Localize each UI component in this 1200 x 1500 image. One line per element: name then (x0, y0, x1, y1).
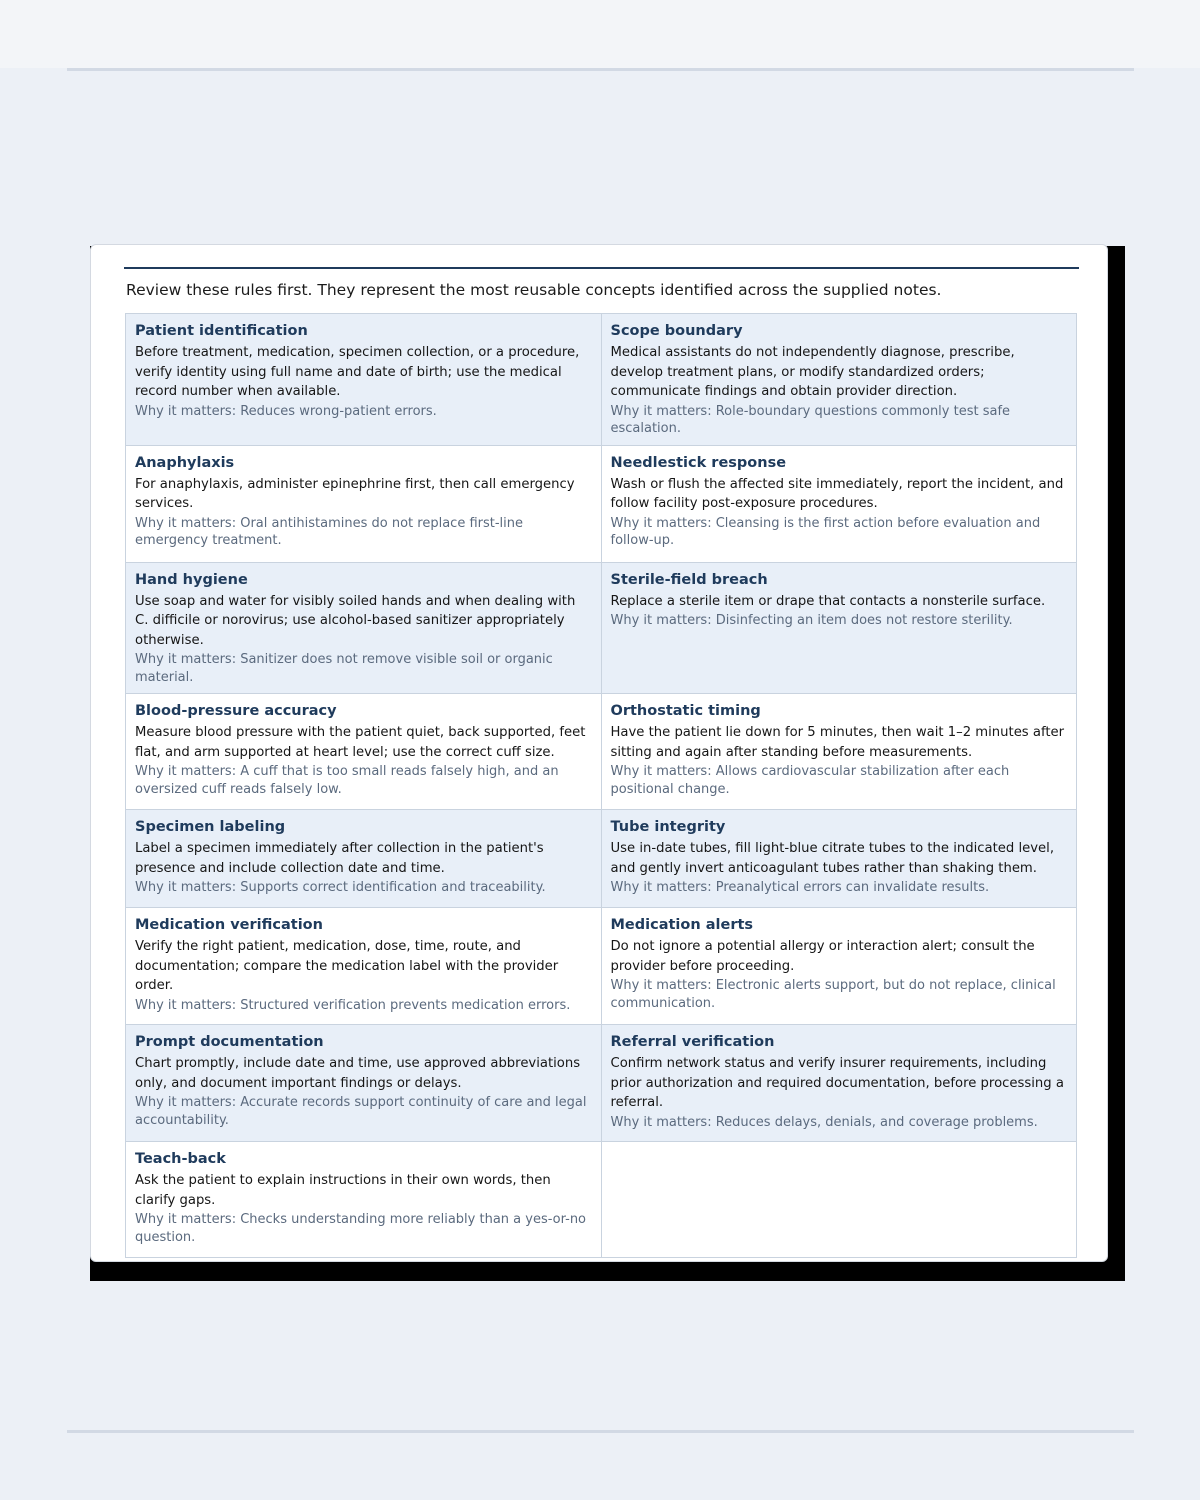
rule-body: Medical assistants do not independently diagnose, prescribe, develop treatment plans, or modify standardized orders; communicate findings and obtain provider direction. (610, 345, 1015, 399)
rule-why: Why it matters: Cleansing is the first action before evaluation and follow-up. (610, 515, 1041, 548)
card-header-rule (124, 267, 1079, 269)
rule-cell (601, 314, 1077, 446)
rule-title: Sterile-field breach (610, 571, 768, 588)
rule-cell (601, 562, 1077, 694)
top-band (0, 0, 1200, 68)
rule-title: Hand hygiene (135, 571, 248, 588)
rule-title: Orthostatic timing (610, 703, 761, 719)
rule-cell (126, 562, 602, 694)
table-row (126, 1142, 1077, 1258)
rule-cell (126, 314, 602, 446)
rule-title: Scope boundary (610, 323, 743, 339)
rule-title: Referral verification (610, 1034, 775, 1050)
rule-title: Teach-back (135, 1151, 226, 1167)
rule-title: Specimen labeling (135, 819, 286, 835)
table-row (126, 908, 1077, 1025)
intro-text: Review these rules first. They represent the most reusable concepts identified across the supplied notes. (126, 281, 942, 299)
table-row (126, 1025, 1077, 1142)
rule-why: Why it matters: Oral antihistamines do not replace first-line emergency treatment. (135, 515, 524, 548)
rule-body: Label a specimen immediately after collection in the patient's presence and include collection date and time. (135, 841, 544, 876)
rule-title: Patient identification (135, 323, 308, 339)
rule-why: Why it matters: Disinfecting an item does not restore sterility. (610, 613, 1013, 628)
rule-body: Wash or flush the affected site immediately, report the incident, and follow facility post-exposure procedures. (610, 476, 1064, 511)
rule-body: Chart promptly, include date and time, use approved abbreviations only, and document important findings or delays. (135, 1056, 581, 1091)
rule-cell (126, 908, 602, 1025)
rule-why: Why it matters: Checks understanding more reliably than a yes-or-no question. (135, 1212, 587, 1245)
table-row (126, 445, 1077, 562)
rule-why: Why it matters: Role-boundary questions commonly test safe escalation. (610, 403, 1011, 436)
rule-body: Verify the right patient, medication, dose, time, route, and documentation; compare the medication label with the provider order. (135, 939, 559, 993)
top-divider (67, 68, 1134, 71)
rule-body: Use soap and water for visibly soiled hands and when dealing with C. difficile or norovirus; use alcohol-based sanitizer appropriately otherwise. (135, 593, 576, 648)
rule-why: Why it matters: A cuff that is too small reads falsely high, and an oversized cuff reads falsely low. (135, 764, 559, 797)
rule-why: Why it matters: Electronic alerts support, but do not replace, clinical communication. (610, 978, 1056, 1011)
rule-why: Why it matters: Allows cardiovascular stabilization after each positional change. (610, 764, 1010, 797)
rule-why: Why it matters: Accurate records support continuity of care and legal accountability. (135, 1095, 587, 1128)
rule-body: Ask the patient to explain instructions in their own words, then clarify gaps. (135, 1173, 551, 1208)
rule-cell (126, 1025, 602, 1142)
rule-title: Prompt documentation (135, 1034, 324, 1050)
rule-why: Why it matters: Reduces delays, denials, and coverage problems. (610, 1114, 1038, 1130)
rule-title: Anaphylaxis (135, 454, 235, 471)
rule-why: Why it matters: Supports correct identification and traceability. (135, 880, 546, 895)
rule-body: Replace a sterile item or drape that contacts a nonsterile surface. (610, 593, 1046, 609)
rule-why: Why it matters: Sanitizer does not remove visible soil or organic material. (135, 652, 553, 685)
rule-cell (126, 445, 602, 562)
rule-body: Before treatment, medication, specimen collection, or a procedure, verify identity using full name and date of birth; use the medical record number when available. (135, 345, 580, 399)
bottom-divider (67, 1430, 1134, 1433)
rules-table (125, 313, 1077, 1258)
empty-cell (601, 1142, 1077, 1258)
rule-title: Tube integrity (610, 819, 726, 835)
rule-title: Needlestick response (610, 454, 787, 471)
rule-why: Why it matters: Preanalytical errors can invalidate results. (610, 880, 990, 895)
table-row (126, 562, 1077, 694)
rule-body: For anaphylaxis, administer epinephrine first, then call emergency services. (135, 476, 575, 511)
rule-cell (601, 694, 1077, 810)
rule-cell (126, 694, 602, 810)
rule-why: Why it matters: Structured verification prevents medication errors. (135, 997, 571, 1013)
rule-body: Confirm network status and verify insurer requirements, including prior authorization and required documentation, before processing a referral. (610, 1056, 1064, 1110)
rule-cell (126, 810, 602, 908)
rule-cell (601, 1025, 1077, 1142)
rule-body: Do not ignore a potential allergy or interaction alert; consult the provider before proceeding. (610, 939, 1035, 974)
rule-cell (601, 908, 1077, 1025)
rule-cell (601, 810, 1077, 908)
rule-body: Use in-date tubes, fill light-blue citrate tubes to the indicated level, and gently invert anticoagulant tubes rather than shaking them. (610, 841, 1055, 876)
rule-body: Have the patient lie down for 5 minutes, then wait 1–2 minutes after sitting and again after standing before measurements. (610, 725, 1065, 760)
rule-body: Measure blood pressure with the patient quiet, back supported, feet flat, and arm supported at heart level; use the correct cuff size. (135, 725, 586, 760)
rule-cell (126, 1142, 602, 1258)
rule-title: Medication alerts (610, 917, 754, 933)
rule-title: Medication verification (135, 917, 323, 933)
rules-card (90, 244, 1108, 1262)
rule-why: Why it matters: Reduces wrong-patient errors. (135, 403, 437, 419)
table-row (126, 694, 1077, 810)
rule-title: Blood-pressure accuracy (135, 703, 337, 719)
table-row (126, 314, 1077, 446)
rule-cell (601, 445, 1077, 562)
table-row (126, 810, 1077, 908)
